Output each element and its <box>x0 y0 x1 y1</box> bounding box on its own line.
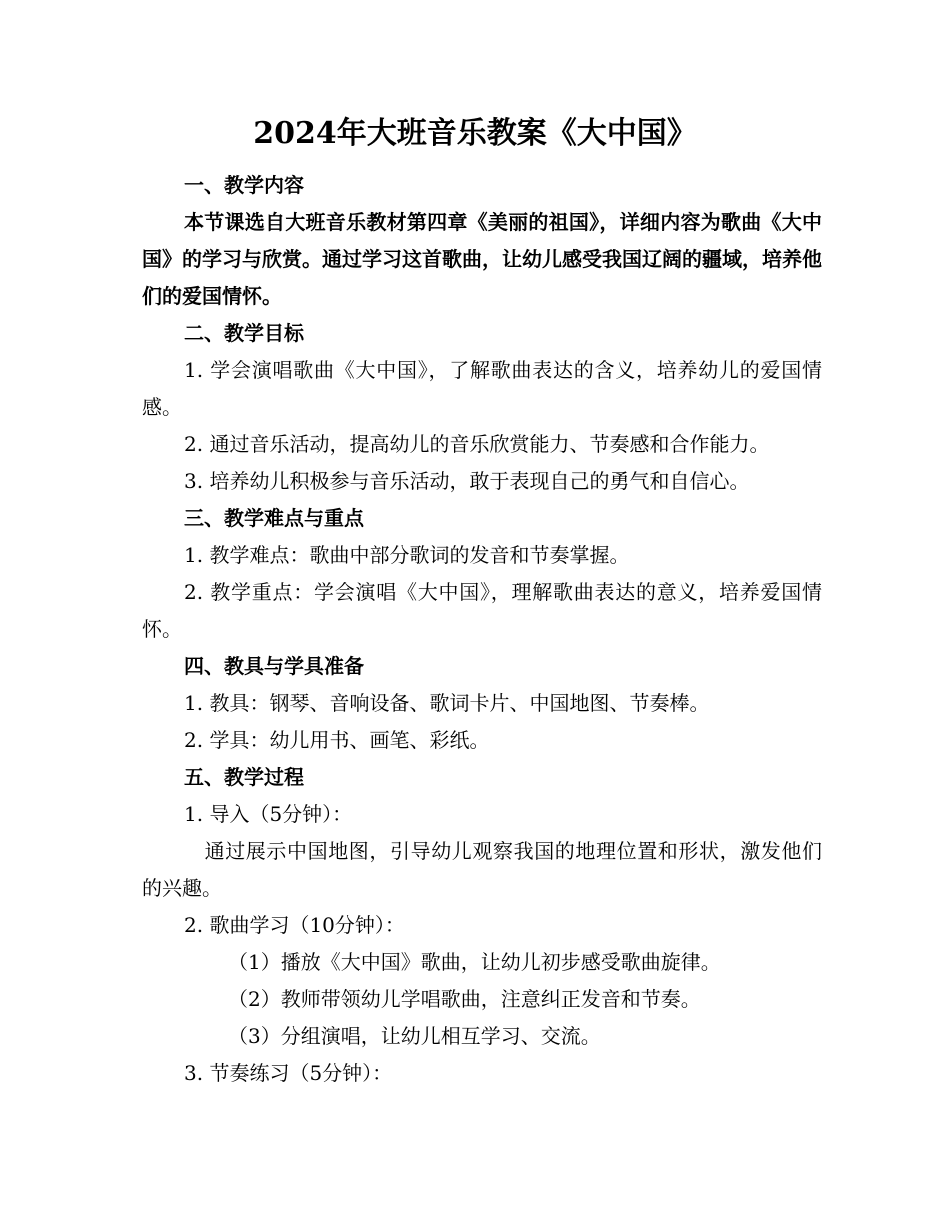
goal-item-3: 3. 培养幼儿积极参与音乐活动，敢于表现自己的勇气和自信心。 <box>184 469 750 493</box>
process-step-1-heading: 1. 导入（5分钟）： <box>184 802 353 826</box>
process-step-1-body: 通过展示中国地图，引导幼儿观察我国的地理位置和形状，激发他们的兴趣。 <box>142 839 822 900</box>
process-step-2-sub-2: （2）教师带领幼儿学唱歌曲，注意纠正发音和节奏。 <box>228 987 701 1011</box>
paragraph-teaching-content: 本节课选自大班音乐教材第四章《美丽的祖国》，详细内容为歌曲《大中国》的学习与欣赏。通过学习这首歌曲，让幼儿感受我国辽阔的疆域，培养他们的爱国情怀。 <box>142 210 822 308</box>
document-body <box>142 167 822 1092</box>
document-title: 2024年大班音乐教案《大中国》 <box>253 116 697 151</box>
heading-teaching-process: 五、教学过程 <box>184 765 304 789</box>
difficulty-item: 1. 教学难点：歌曲中部分歌词的发音和节奏掌握。 <box>184 543 630 567</box>
process-step-2-heading: 2. 歌曲学习（10分钟）： <box>184 913 405 937</box>
heading-teaching-goals: 二、教学目标 <box>184 321 304 345</box>
process-step-2-sub-1: （1）播放《大中国》歌曲，让幼儿初步感受歌曲旋律。 <box>228 950 721 974</box>
key-point-item: 2. 教学重点：学会演唱《大中国》，理解歌曲表达的意义，培养爱国情怀。 <box>142 580 822 641</box>
process-step-2-sub-3: （3）分组演唱，让幼儿相互学习、交流。 <box>228 1024 601 1048</box>
heading-difficulties-and-key-points: 三、教学难点与重点 <box>184 506 364 530</box>
materials-teacher: 1. 教具：钢琴、音响设备、歌词卡片、中国地图、节奏棒。 <box>184 691 710 715</box>
process-step-3-heading: 3. 节奏练习（5分钟）： <box>184 1061 393 1085</box>
materials-student: 2. 学具：幼儿用书、画笔、彩纸。 <box>184 728 490 752</box>
goal-item-1: 1. 学会演唱歌曲《大中国》，了解歌曲表达的含义，培养幼儿的爱国情感。 <box>142 358 822 419</box>
goal-item-2: 2. 通过音乐活动，提高幼儿的音乐欣赏能力、节奏感和合作能力。 <box>184 432 770 456</box>
heading-materials: 四、教具与学具准备 <box>184 654 364 678</box>
heading-teaching-content: 一、教学内容 <box>184 173 304 197</box>
